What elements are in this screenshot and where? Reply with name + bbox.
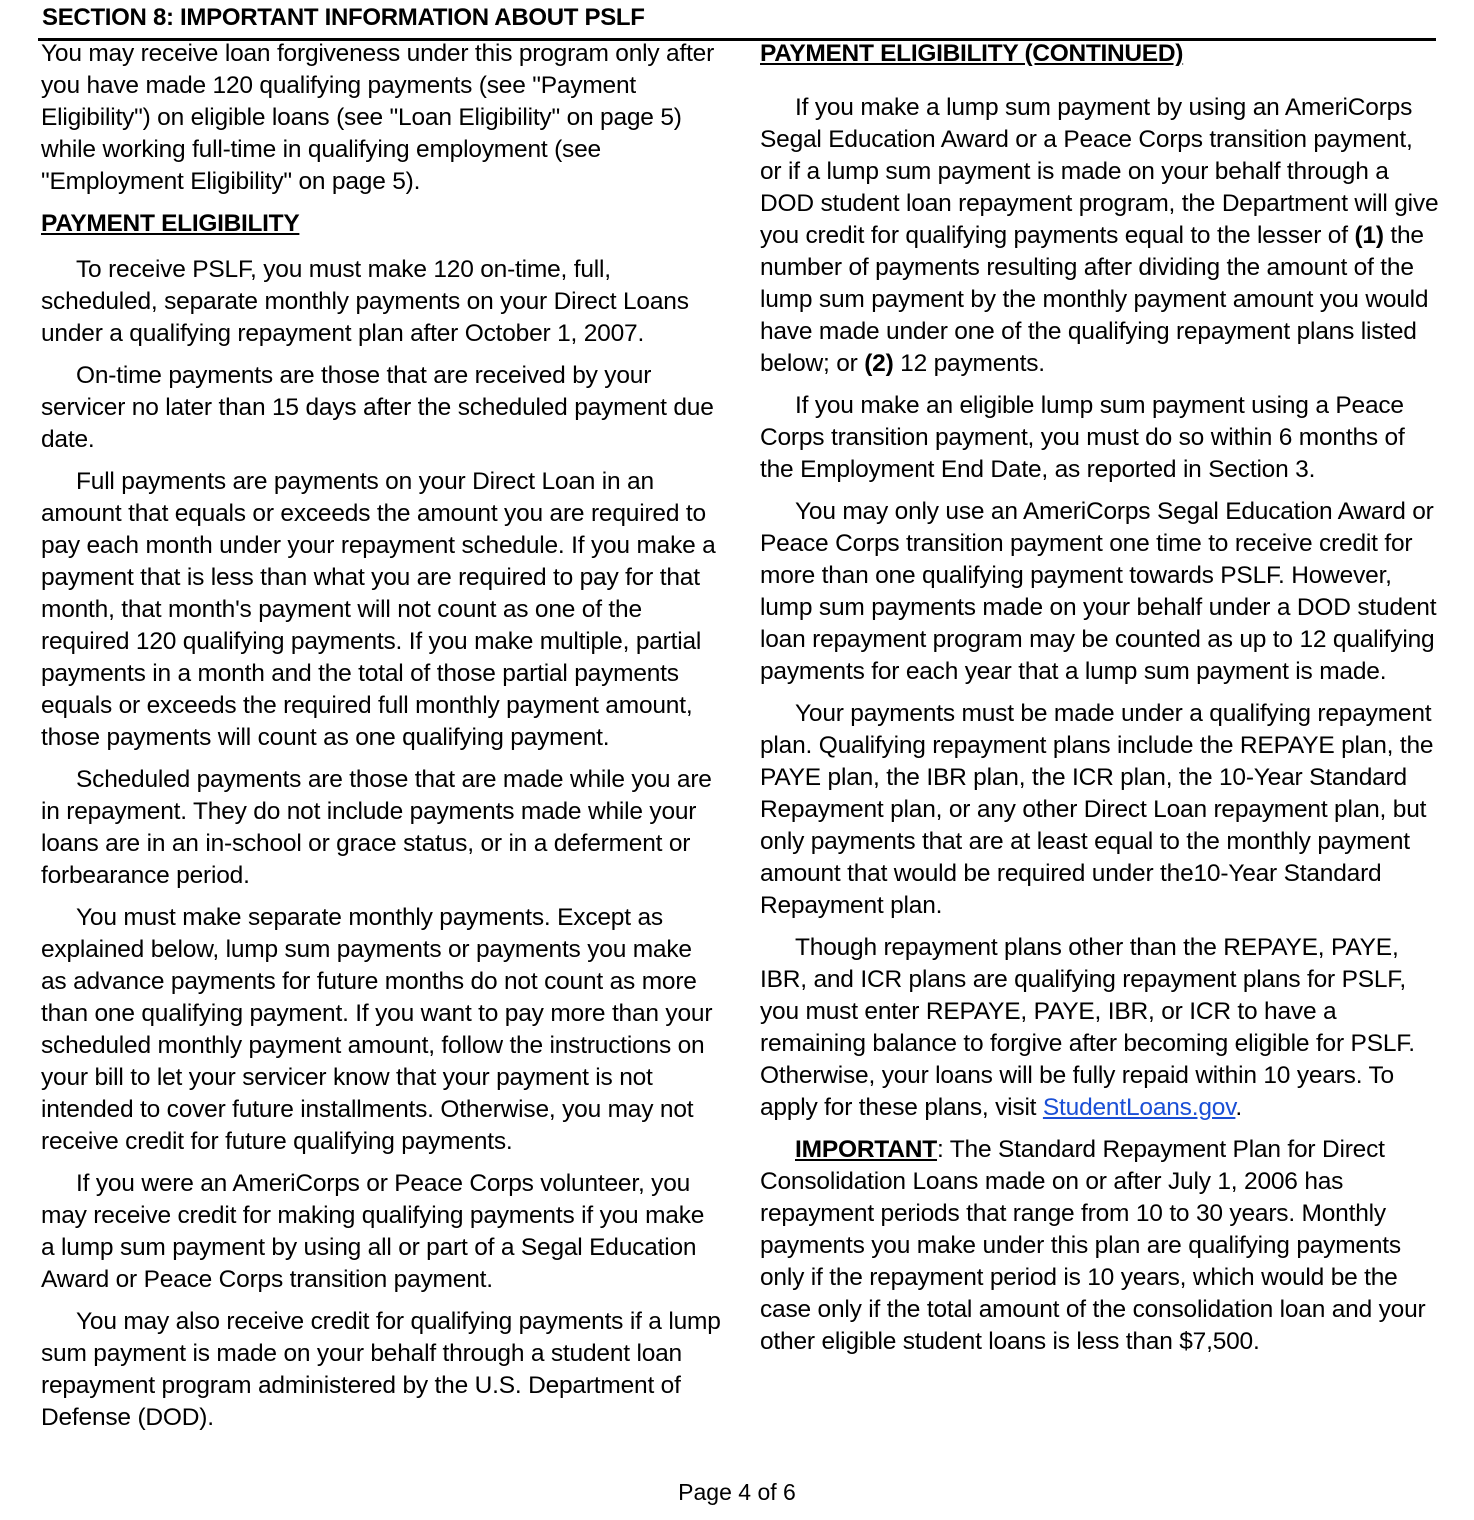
plans-text-end: . xyxy=(1235,1094,1243,1121)
lump-sum-text-2: the number of payments resulting after dividing the amount of the lump sum payment by the monthly payment amount you would have made under one of the qualifying repayment plans listed below; or xyxy=(760,222,1429,377)
important-text: : The Standard Repayment Plan for Direct Consolidation Loans made on or after July 1, 2006 has repayment periods that range from 10 to 30 years. Monthly payments you make under this plan are qualifying payments only if the repayment period is 10 years, which would be the case only if the total amount of the consolidation loan and your other eligible student loans is less than $7,500. xyxy=(760,1136,1426,1355)
marker-1: (1) xyxy=(1354,222,1384,249)
section-header xyxy=(38,2,1436,41)
intro-paragraph: You may receive loan forgiveness under this program only after you have made 120 qualifying payments (see "Payment Eligibility") on eligible loans (see "Loan Eligibility" on page 5) while working full-time in qualifying employment (see "Employment Eligibility" on page 5). xyxy=(41,40,715,195)
payment-eligibility-continued-heading: PAYMENT ELIGIBILITY (CONTINUED) xyxy=(760,40,1184,67)
paragraph-separate-payments: You must make separate monthly payments. Except as explained below, lump sum payments or payments you make as advance payments for future months do not count as more than one qualifying payment. If you want to pay more than your scheduled monthly payment amount, follow the instructions on your bill to let your servicer know that your payment is not intended to cover future installments. Otherwise, you may not receive credit for future qualifying payments. xyxy=(41,904,713,1155)
important-label: IMPORTANT xyxy=(795,1136,938,1163)
plans-text: Though repayment plans other than the REPAYE, PAYE, IBR, and ICR plans are qualifying repayment plans for PSLF, you must enter REPAYE, PAYE, IBR, or ICR to have a remaining balance to forgive after becoming eligible for PSLF. Otherwise, your loans will be fully repaid within 10 years. To apply for these plans, visit xyxy=(760,934,1415,1121)
paragraph-important xyxy=(760,1134,1440,1358)
lump-sum-text-3: 12 payments. xyxy=(893,350,1045,377)
left-column xyxy=(41,38,723,1444)
paragraph-lump-sum-credit xyxy=(760,92,1440,380)
paragraph-full-payments: Full payments are payments on your Direct Loan in an amount that equals or exceeds the amount you are required to pay each month under your repayment schedule. If you make a payment that is less than what you are required to pay for that month, that month's payment will not count as one of the required 120 qualifying payments. If you make multiple, partial payments in a month and the total of those partial payments equals or exceeds the required full monthly payment amount, those payments will count as one qualifying payment. xyxy=(41,468,716,751)
page-number: Page 4 of 6 xyxy=(678,1479,796,1505)
section-title: SECTION 8: IMPORTANT INFORMATION ABOUT PSLF xyxy=(42,4,645,31)
marker-2: (2) xyxy=(864,350,894,377)
lump-sum-text-1: If you make a lump sum payment by using an AmeriCorps Segal Education Award or a Peace Corps transition payment, or if a lump sum payment is made on your behalf through a DOD student loan repayment program, the Department will give you credit for qualifying payments equal to the lesser of xyxy=(760,94,1439,249)
paragraph-scheduled-payments: Scheduled payments are those that are made while you are in repayment. They do not include payments made while your loans are in an in-school or grace status, or in a deferment or forbearance period. xyxy=(41,766,712,889)
studentloans-link[interactable]: StudentLoans.gov xyxy=(1042,1094,1236,1121)
paragraph-americorps-peace-corps: If you were an AmeriCorps or Peace Corps volunteer, you may receive credit for making qualifying payments if you make a lump sum payment by using all or part of a Segal Education Award or Peace Corps transition payment. xyxy=(41,1170,705,1293)
paragraph-peace-corps-6-months: If you make an eligible lump sum payment using a Peace Corps transition payment, you must do so within 6 months of the Employment End Date, as reported in Section 3. xyxy=(760,392,1405,483)
right-column xyxy=(760,38,1440,1368)
paragraph-qualifying-plans: Your payments must be made under a qualifying repayment plan. Qualifying repayment plans include the REPAYE plan, the PAYE plan, the IBR plan, the ICR plan, the 10-Year Standard Repayment plan, or any other Direct Loan repayment plan, but only payments that are at least equal to the monthly payment amount that would be required under the10-Year Standard Repayment plan. xyxy=(760,700,1434,919)
paragraph-dod-program: You may also receive credit for qualifying payments if a lump sum payment is made on your behalf through a student loan repayment program administered by the U.S. Department of Defense (DOD). xyxy=(41,1308,721,1431)
paragraph-on-time-full-scheduled: To receive PSLF, you must make 120 on-time, full, scheduled, separate monthly payments on your Direct Loans under a qualifying repayment plan after October 1, 2007. xyxy=(41,256,689,347)
paragraph-income-driven-plans xyxy=(760,932,1440,1124)
paragraph-on-time-payments: On-time payments are those that are received by your servicer no later than 15 days after the scheduled payment due date. xyxy=(41,362,714,453)
payment-eligibility-heading: PAYMENT ELIGIBILITY xyxy=(41,210,300,237)
paragraph-one-time-use: You may only use an AmeriCorps Segal Education Award or Peace Corps transition payment one time to receive credit for more than one qualifying payment towards PSLF. However, lump sum payments made on your behalf under a DOD student loan repayment program may be counted as up to 12 qualifying payments for each year that a lump sum payment is made. xyxy=(760,498,1437,685)
